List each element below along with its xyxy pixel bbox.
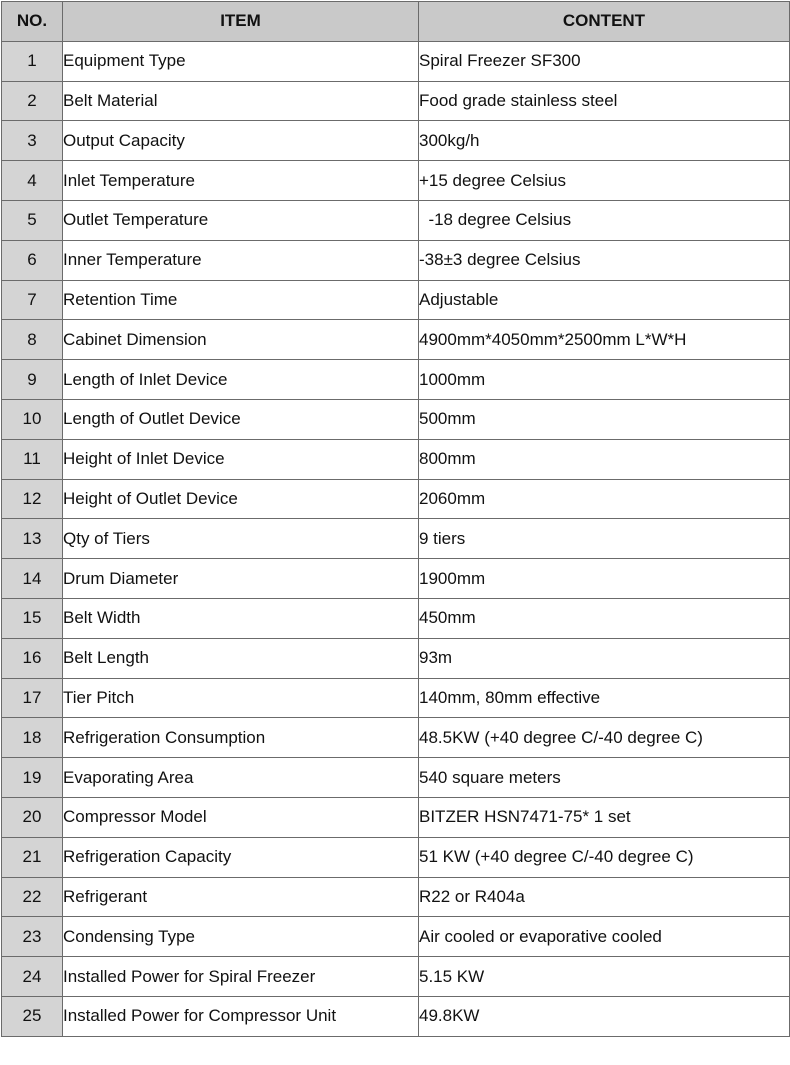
row-item: Refrigeration Consumption <box>63 718 419 758</box>
row-content: 1900mm <box>419 559 790 599</box>
row-item: Cabinet Dimension <box>63 320 419 360</box>
row-item: Belt Length <box>63 638 419 678</box>
row-content: Air cooled or evaporative cooled <box>419 917 790 957</box>
row-content: 5.15 KW <box>419 957 790 997</box>
row-number: 25 <box>2 996 63 1036</box>
row-number: 17 <box>2 678 63 718</box>
row-content: Food grade stainless steel <box>419 81 790 121</box>
row-number: 6 <box>2 240 63 280</box>
row-item: Output Capacity <box>63 121 419 161</box>
table-row <box>2 877 790 917</box>
row-number: 24 <box>2 957 63 997</box>
row-item: Refrigerant <box>63 877 419 917</box>
row-item: Condensing Type <box>63 917 419 957</box>
table-row <box>2 121 790 161</box>
row-number: 15 <box>2 598 63 638</box>
row-number: 20 <box>2 797 63 837</box>
header-content: CONTENT <box>419 2 790 42</box>
row-item: Equipment Type <box>63 41 419 81</box>
header-item: ITEM <box>63 2 419 42</box>
row-number: 13 <box>2 519 63 559</box>
row-number: 12 <box>2 479 63 519</box>
row-item: Length of Inlet Device <box>63 360 419 400</box>
row-number: 2 <box>2 81 63 121</box>
row-content: BITZER HSN7471-75* 1 set <box>419 797 790 837</box>
row-number: 1 <box>2 41 63 81</box>
row-number: 3 <box>2 121 63 161</box>
row-item: Belt Material <box>63 81 419 121</box>
row-content: 500mm <box>419 399 790 439</box>
row-number: 10 <box>2 399 63 439</box>
table-row <box>2 360 790 400</box>
table-row <box>2 996 790 1036</box>
row-content: +15 degree Celsius <box>419 161 790 201</box>
row-item: Installed Power for Spiral Freezer <box>63 957 419 997</box>
table-row <box>2 399 790 439</box>
row-content: -38±3 degree Celsius <box>419 240 790 280</box>
row-number: 9 <box>2 360 63 400</box>
table-row <box>2 81 790 121</box>
row-item: Compressor Model <box>63 797 419 837</box>
row-item: Evaporating Area <box>63 758 419 798</box>
table-row <box>2 718 790 758</box>
row-item: Belt Width <box>63 598 419 638</box>
row-item: Height of Outlet Device <box>63 479 419 519</box>
table-row <box>2 837 790 877</box>
table-row <box>2 519 790 559</box>
row-content: 450mm <box>419 598 790 638</box>
table-row <box>2 161 790 201</box>
row-number: 23 <box>2 917 63 957</box>
row-number: 22 <box>2 877 63 917</box>
table-row <box>2 559 790 599</box>
row-content: 9 tiers <box>419 519 790 559</box>
header-no: NO. <box>2 2 63 42</box>
table-row <box>2 917 790 957</box>
table-row <box>2 678 790 718</box>
table-row <box>2 320 790 360</box>
row-number: 16 <box>2 638 63 678</box>
row-number: 11 <box>2 439 63 479</box>
row-item: Retention Time <box>63 280 419 320</box>
row-content: 4900mm*4050mm*2500mm L*W*H <box>419 320 790 360</box>
row-number: 19 <box>2 758 63 798</box>
row-number: 18 <box>2 718 63 758</box>
row-content: R22 or R404a <box>419 877 790 917</box>
row-item: Height of Inlet Device <box>63 439 419 479</box>
table-row <box>2 479 790 519</box>
table-row <box>2 957 790 997</box>
row-number: 21 <box>2 837 63 877</box>
spec-table <box>1 1 790 1037</box>
row-item: Installed Power for Compressor Unit <box>63 996 419 1036</box>
table-row <box>2 598 790 638</box>
row-number: 8 <box>2 320 63 360</box>
row-item: Refrigeration Capacity <box>63 837 419 877</box>
row-content: 93m <box>419 638 790 678</box>
row-item: Tier Pitch <box>63 678 419 718</box>
row-content: Adjustable <box>419 280 790 320</box>
table-row <box>2 638 790 678</box>
row-content: 51 KW (+40 degree C/-40 degree C) <box>419 837 790 877</box>
row-item: Inner Temperature <box>63 240 419 280</box>
row-number: 7 <box>2 280 63 320</box>
row-content: Spiral Freezer SF300 <box>419 41 790 81</box>
row-content: 800mm <box>419 439 790 479</box>
table-row <box>2 439 790 479</box>
row-content: 1000mm <box>419 360 790 400</box>
header-row <box>2 2 790 42</box>
row-content: 540 square meters <box>419 758 790 798</box>
row-item: Outlet Temperature <box>63 200 419 240</box>
table-row <box>2 200 790 240</box>
row-number: 4 <box>2 161 63 201</box>
table-row <box>2 41 790 81</box>
row-number: 5 <box>2 200 63 240</box>
table-row <box>2 797 790 837</box>
row-item: Drum Diameter <box>63 559 419 599</box>
row-content: -18 degree Celsius <box>419 200 790 240</box>
row-item: Length of Outlet Device <box>63 399 419 439</box>
row-content: 48.5KW (+40 degree C/-40 degree C) <box>419 718 790 758</box>
row-item: Inlet Temperature <box>63 161 419 201</box>
table-row <box>2 758 790 798</box>
row-content: 49.8KW <box>419 996 790 1036</box>
table-row <box>2 280 790 320</box>
table-row <box>2 240 790 280</box>
spec-table-body <box>2 41 790 1036</box>
row-item: Qty of Tiers <box>63 519 419 559</box>
row-content: 300kg/h <box>419 121 790 161</box>
row-number: 14 <box>2 559 63 599</box>
row-content: 140mm, 80mm effective <box>419 678 790 718</box>
row-content: 2060mm <box>419 479 790 519</box>
